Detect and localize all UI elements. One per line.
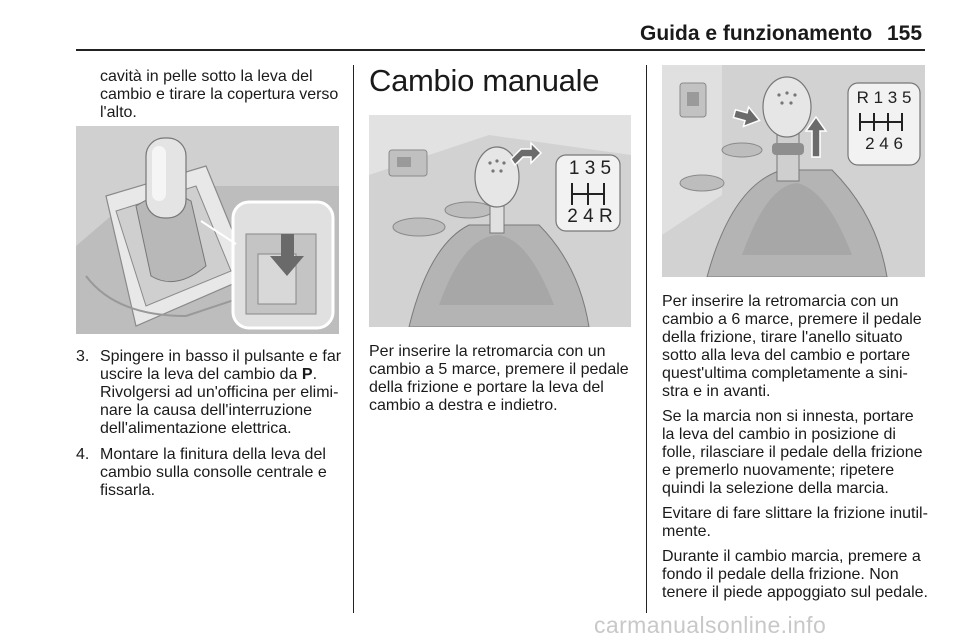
col1-intro [100,68,345,129]
paragraph: Durante il cambio marcia, premere a fondo il pedale della frizione. Non tenere il piede appoggiato sul pedale. [662,548,928,601]
paragraph: Per inserire la retromarcia con un cambio a 6 marce, premere il pedale della frizione, tirare l'anello situato sotto alla leva del cambio e portare quest'ultima completamente a sinistra e in avanti. [662,293,922,400]
paragraph: Evitare di fare slittare la frizione inutilmente. [662,505,928,540]
caption-text: Per inserire la retromarcia con un cambio a 5 marce, premere il pedale della frizione e portare la leva del cambio a destra e indietro. [369,343,629,414]
step-text: Montare la finitura della leva del cambio sulla consolle centrale e fissarla. [100,446,327,499]
step-number: 3. [76,348,90,365]
paragraph: Se la marcia non si innesta, portare la leva del cambio in posizione di folle, rilasciare il pedale della frizione e premerlo nuovamente; ripetere quindi la selezione della marcia. [662,408,923,497]
section-title: Cambio manuale [369,63,600,98]
gear5-bottom-label: 2 4 R [567,206,613,227]
page-number: 155 [887,22,923,45]
col1-steps [76,348,346,508]
intro-text: cavità in pelle sotto la leva del cambio e tirare la copertura verso l'alto. [100,68,339,121]
header-title: Guida e funzionamento [640,22,873,45]
col2-caption [369,343,637,422]
gear6-top-label: R 1 3 5 [856,88,912,107]
figure-automatic-lever-release [76,126,339,334]
column-divider-2 [646,65,647,613]
step-number: 4. [76,446,90,463]
watermark: carmanualsonline.info [594,612,827,638]
list-item [76,446,346,500]
header-rule [76,49,925,51]
list-item [76,348,346,438]
gear6-bottom-label: 2 4 6 [865,134,903,153]
step-bold-p: P [301,366,313,383]
column-divider-1 [353,65,354,613]
step-text: Spingere in basso il pulsante e far uscire la leva del cambio da [100,348,342,383]
step-text-cont: . Rivolgersi ad un'officina per eliminare la causa dell'interruzione dell'alimentazione elettrica. [100,366,339,437]
col3-body [662,293,928,609]
gear5-top-label: 1 3 5 [568,158,612,179]
